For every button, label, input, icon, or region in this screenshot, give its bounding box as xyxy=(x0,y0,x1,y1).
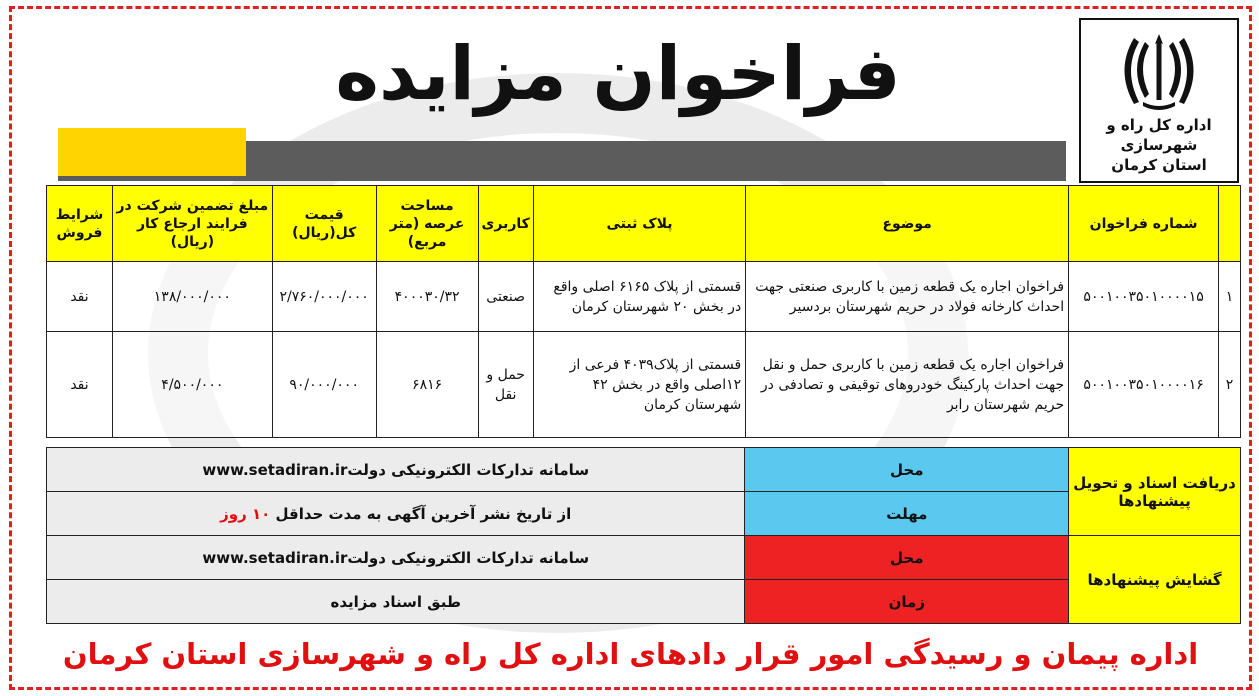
deadline-value xyxy=(47,492,745,536)
header-sale-terms: شرایط فروش xyxy=(47,186,113,262)
auction-table xyxy=(46,185,1241,438)
open-place-label: محل xyxy=(745,536,1069,580)
deadline-label: مهلت xyxy=(745,492,1069,536)
table-row xyxy=(47,332,1241,438)
header-area: مساحت عرصه (متر مربع) xyxy=(376,186,478,262)
guarantee: ۱۳۸/۰۰۰/۰۰۰ xyxy=(113,262,273,332)
area: ۴۰۰۰۳۰/۳۲ xyxy=(376,262,478,332)
header-plate: پلاک ثبتی xyxy=(533,186,745,262)
total-price: ۹۰/۰۰۰/۰۰۰ xyxy=(272,332,376,438)
header-call-number: شماره فراخوان xyxy=(1069,186,1219,262)
subject: فراخوان اجاره یک قطعه زمین با کاربری حمل و نقل جهت احداث پارکینگ خودروهای توقیفی و تصادفی در حریم شهرستان رابر xyxy=(746,332,1069,438)
open-place-value: سامانه تدارکات الکترونیکی دولتwww.setadiran.ir xyxy=(47,536,745,580)
header-guarantee: مبلغ تضمین شرکت در فرایند ارجاع کار (ریال) xyxy=(113,186,273,262)
table-header-row xyxy=(47,186,1241,262)
submission-info-table xyxy=(46,447,1241,624)
receive-place-label: محل xyxy=(745,448,1069,492)
deadline-text: از تاریخ نشر آخرین آگهی به مدت حداقل xyxy=(275,504,572,523)
table-row xyxy=(47,262,1241,332)
usage: حمل و نقل xyxy=(478,332,533,438)
call-number: ۵۰۰۱۰۰۳۵۰۱۰۰۰۰۱۵ xyxy=(1069,262,1219,332)
area: ۶۸۱۶ xyxy=(376,332,478,438)
organization-name-line2: استان کرمان xyxy=(1111,156,1207,174)
usage: صنعتی xyxy=(478,262,533,332)
iran-emblem-icon xyxy=(1119,28,1199,113)
organization-name-line1: اداره کل راه و شهرسازی xyxy=(1106,116,1212,154)
row-number: ۲ xyxy=(1219,332,1241,438)
sale-terms: نقد xyxy=(47,262,113,332)
guarantee: ۴/۵۰۰/۰۰۰ xyxy=(113,332,273,438)
header-subject: موضوع xyxy=(746,186,1069,262)
deadline-days: ۱۰ روز xyxy=(220,504,271,523)
notice-body xyxy=(18,13,1243,683)
sale-terms: نقد xyxy=(47,332,113,438)
receive-place-row xyxy=(47,448,1241,492)
open-time-label: زمان xyxy=(745,580,1069,624)
header-usage: کاربری xyxy=(478,186,533,262)
plate: قسمتی از پلاک۴۰۳۹ فرعی از ۱۲اصلی واقع در بخش ۴۲ شهرستان کرمان xyxy=(533,332,745,438)
row-number: ۱ xyxy=(1219,262,1241,332)
footer-office-name: اداره پیمان و رسیدگی امور قرار دادهای اداره کل راه و شهرسازی استان کرمان xyxy=(62,637,1199,671)
plate: قسمتی از پلاک ۶۱۶۵ اصلی واقع در بخش ۲۰ شهرستان کرمان xyxy=(533,262,745,332)
page-title: فراخوان مزایده xyxy=(335,31,901,117)
receive-place-value: سامانه تدارکات الکترونیکی دولتwww.setadiran.ir xyxy=(47,448,745,492)
open-place-row xyxy=(47,536,1241,580)
header-total-price: قیمت کل(ریال) xyxy=(272,186,376,262)
organization-logo-box xyxy=(1079,18,1239,183)
header-row-number xyxy=(1219,186,1241,262)
notice-frame xyxy=(9,6,1252,690)
open-time-value: طبق اسناد مزایده xyxy=(47,580,745,624)
header-yellow-bar xyxy=(58,128,246,176)
call-number: ۵۰۰۱۰۰۳۵۰۱۰۰۰۰۱۶ xyxy=(1069,332,1219,438)
open-time-row xyxy=(47,580,1241,624)
receive-label: دریافت اسناد و تحویل پیشنهادها xyxy=(1069,448,1241,536)
deadline-row xyxy=(47,492,1241,536)
total-price: ۲/۷۶۰/۰۰۰/۰۰۰ xyxy=(272,262,376,332)
subject: فراخوان اجاره یک قطعه زمین با کاربری صنعتی جهت احداث کارخانه فولاد در حریم شهرستان بردسیر xyxy=(746,262,1069,332)
open-label: گشایش پیشنهادها xyxy=(1069,536,1241,624)
